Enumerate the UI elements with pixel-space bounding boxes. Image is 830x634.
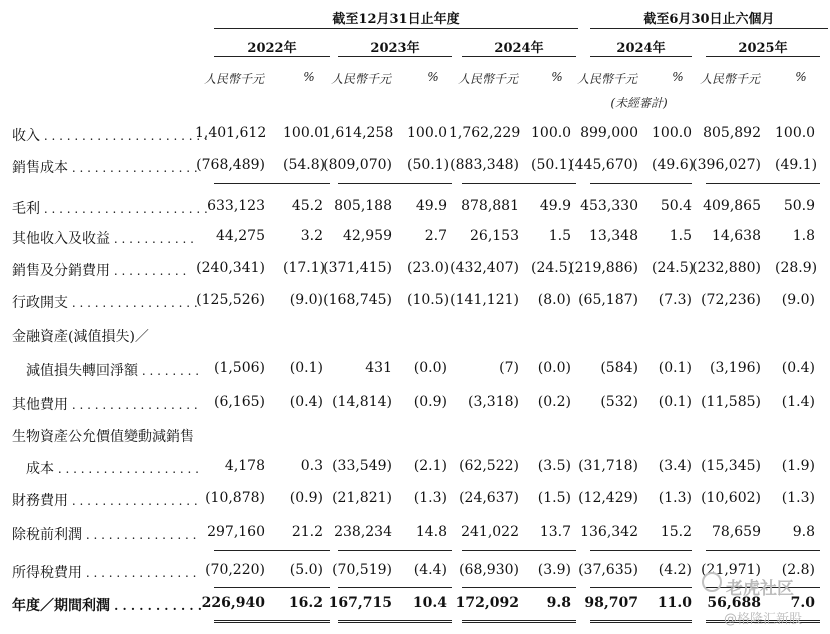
cell-percent: (2.8) <box>781 562 815 578</box>
group-underline-interim <box>590 28 828 29</box>
row-label <box>12 157 198 177</box>
cell-percent: (0.1) <box>658 360 692 376</box>
row-label <box>12 524 196 544</box>
row-label <box>12 490 198 510</box>
cell-percent: (1.5) <box>537 490 571 506</box>
cell-amount: (445,670) <box>569 157 638 173</box>
cell-amount: (24,637) <box>459 490 519 506</box>
cell-percent: 16.2 <box>288 595 323 611</box>
cell-amount: (6,165) <box>213 394 265 410</box>
cell-amount: (396,027) <box>692 157 761 173</box>
cell-amount: 26,153 <box>470 228 519 244</box>
cell-amount: (371,415) <box>323 260 392 276</box>
cell-percent: (0.2) <box>537 394 571 410</box>
cell-amount: (219,886) <box>569 260 638 276</box>
cell-amount: (883,348) <box>450 157 519 173</box>
cell-amount: (809,070) <box>323 157 392 173</box>
cell-percent: 49.9 <box>539 198 571 214</box>
cell-amount: 241,022 <box>461 524 519 540</box>
cell-amount: (584) <box>600 360 638 376</box>
unit-percent: % <box>672 70 684 84</box>
year-header: 2024年 <box>494 41 544 56</box>
subtotal-underline <box>462 587 576 588</box>
row-label <box>12 228 194 248</box>
cell-percent: 14.8 <box>415 524 447 540</box>
row-label-text: 財務費用 <box>12 493 68 509</box>
cell-percent: 100.0 <box>407 125 448 141</box>
cell-amount: (70,519) <box>332 562 392 578</box>
cell-percent: 0.3 <box>300 458 323 474</box>
cell-amount: (31,718) <box>578 458 638 474</box>
cell-percent: 100.0 <box>652 125 693 141</box>
row-label-text: 減值損失轉回淨額 <box>26 363 138 379</box>
cell-percent: (28.9) <box>775 260 818 276</box>
cell-amount: (1,506) <box>213 360 265 376</box>
row-label-text: 銷售及分銷費用 <box>12 263 110 279</box>
cell-percent: 13.7 <box>539 524 571 540</box>
cell-amount: 633,123 <box>207 198 265 214</box>
cell-percent: (0.4) <box>289 394 323 410</box>
dot-leader: . . . . . . . . <box>138 364 200 378</box>
cell-amount: (768,489) <box>196 157 265 173</box>
cell-percent: (9.0) <box>289 292 323 308</box>
cell-percent: (1.3) <box>658 490 692 506</box>
subtotal-underline <box>338 587 452 588</box>
dot-leader: . . . . . . . . . . . . . . . . . <box>68 161 198 175</box>
double-underline <box>462 620 576 623</box>
cell-percent: (0.1) <box>658 394 692 410</box>
cell-amount: 78,659 <box>712 524 761 540</box>
cell-percent: 100.0 <box>775 125 816 141</box>
double-underline <box>338 620 452 623</box>
row-label <box>12 562 196 582</box>
row-label <box>12 394 198 414</box>
cell-percent: (3.4) <box>658 458 692 474</box>
cell-amount: (240,341) <box>196 260 265 276</box>
cell-percent: 10.4 <box>412 595 447 611</box>
cell-percent: (3.9) <box>537 562 571 578</box>
cell-percent: 100.0 <box>531 125 572 141</box>
unit-rmb-thousand: 人民幣千元 <box>699 72 760 86</box>
cell-percent: (3.5) <box>537 458 571 474</box>
double-underline <box>590 620 692 623</box>
cell-percent: 9.8 <box>546 595 571 611</box>
cell-amount: 1,614,258 <box>322 125 394 141</box>
subtotal-underline <box>214 183 330 184</box>
unit-rmb-thousand: 人民幣千元 <box>330 72 391 86</box>
cell-percent: 11.0 <box>657 595 692 611</box>
subtotal-underline <box>590 587 692 588</box>
cell-amount: (10,602) <box>701 490 761 506</box>
cell-amount: 56,688 <box>707 595 761 611</box>
row-label-text: 金融資產(減值損失)／ <box>12 329 149 345</box>
unit-percent: % <box>427 70 439 84</box>
watermark-line1: 老虎社区 <box>726 579 794 599</box>
cell-percent: (0.9) <box>289 490 323 506</box>
cell-amount: 1,401,612 <box>195 125 267 141</box>
cell-amount: (62,522) <box>459 458 519 474</box>
subtotal-underline <box>462 183 576 184</box>
cell-percent: (10.5) <box>407 292 450 308</box>
cell-percent: 2.7 <box>424 228 447 244</box>
cell-percent: (2.1) <box>413 458 447 474</box>
cell-amount: (12,429) <box>578 490 638 506</box>
cell-percent: (49.6) <box>652 157 695 173</box>
cell-percent: (4.4) <box>413 562 447 578</box>
dot-leader: . . . . . . . . . . <box>110 264 187 278</box>
cell-amount: (70,220) <box>205 562 265 578</box>
dot-leader: . . . . . . . . . . . . . . . . . <box>68 494 198 508</box>
dot-leader: . . . . . . . . . . . <box>110 232 194 246</box>
subtotal-underline <box>338 550 452 551</box>
cell-amount: 297,160 <box>207 524 265 540</box>
cell-amount: 453,330 <box>580 198 638 214</box>
cell-percent: 15.2 <box>660 524 692 540</box>
cell-amount: (168,745) <box>323 292 392 308</box>
cell-percent: (24.5) <box>531 260 574 276</box>
row-label-text: 生物資產公允價值變動減銷售 <box>12 429 194 445</box>
cell-percent: 21.2 <box>291 524 323 540</box>
cell-amount: 136,342 <box>580 524 638 540</box>
year-underline <box>590 56 692 57</box>
row-label-text: 除稅前利潤 <box>12 527 82 543</box>
row-label-text: 其他收入及收益 <box>12 231 110 247</box>
cell-amount: 1,762,229 <box>449 125 521 141</box>
cell-percent: 1.8 <box>792 228 815 244</box>
dot-leader: . . . . . . . . . . . . . . . . . . . . . . <box>40 129 208 143</box>
subtotal-underline <box>214 587 330 588</box>
cell-percent: (1.3) <box>413 490 447 506</box>
row-label-text: 收入 <box>12 128 40 144</box>
cell-amount: 14,638 <box>712 228 761 244</box>
cell-percent: (1.9) <box>781 458 815 474</box>
cell-percent: (0.0) <box>413 360 447 376</box>
dot-leader: . . . . . . . . . . . . . . . <box>82 566 197 580</box>
cell-amount: (68,930) <box>459 562 519 578</box>
cell-amount: (65,187) <box>578 292 638 308</box>
cell-percent: (0.4) <box>781 360 815 376</box>
cell-amount: (21,821) <box>332 490 392 506</box>
cell-percent: 45.2 <box>291 198 323 214</box>
row-label-text: 所得稅費用 <box>12 565 82 581</box>
cell-amount: 42,959 <box>343 228 392 244</box>
year-underline <box>338 56 452 57</box>
cell-amount: (141,121) <box>450 292 519 308</box>
row-label <box>26 458 199 478</box>
row-label <box>12 125 208 145</box>
subtotal-underline <box>706 550 820 551</box>
unit-percent: % <box>795 70 807 84</box>
row-label-text: 銷售成本 <box>12 160 68 176</box>
cell-percent: (0.0) <box>537 360 571 376</box>
cell-amount: 805,188 <box>334 198 392 214</box>
cell-amount: (14,814) <box>332 394 392 410</box>
year-header: 2023年 <box>370 41 420 56</box>
cell-amount: 44,275 <box>216 228 265 244</box>
cell-amount: (72,236) <box>701 292 761 308</box>
cell-amount: (7) <box>499 360 519 376</box>
cell-percent: (50.1) <box>407 157 450 173</box>
dot-leader: . . . . . . . . . . . . . . . . . . . <box>54 462 199 476</box>
watermark-line2: @格隆汇新股 <box>724 612 803 627</box>
subtotal-underline <box>706 183 820 184</box>
year-header: 2025年 <box>738 41 788 56</box>
cell-percent: (17.1) <box>283 260 326 276</box>
year-underline <box>462 56 576 57</box>
cell-amount: (232,880) <box>692 260 761 276</box>
row-label <box>12 595 202 615</box>
cell-percent: 3.2 <box>300 228 323 244</box>
cell-amount: (11,585) <box>701 394 761 410</box>
cell-percent: (49.1) <box>775 157 818 173</box>
cell-amount: 226,940 <box>201 595 265 611</box>
cell-percent: (7.3) <box>658 292 692 308</box>
cell-amount: (532) <box>600 394 638 410</box>
subtotal-underline <box>214 550 330 551</box>
row-label <box>12 260 186 280</box>
cell-percent: 50.4 <box>660 198 692 214</box>
group-underline-annual <box>214 28 578 29</box>
cell-percent: (0.9) <box>413 394 447 410</box>
cell-percent: 9.8 <box>792 524 815 540</box>
cell-percent: (4.2) <box>658 562 692 578</box>
row-label <box>12 326 149 346</box>
dot-leader: . . . . . . . . . . . . . . . . . <box>68 296 198 310</box>
cell-amount: 172,092 <box>455 595 519 611</box>
dot-leader: . . . . . . . . . . . . . . . . . <box>68 398 198 412</box>
cell-percent: (1.3) <box>781 490 815 506</box>
cell-amount: 805,892 <box>703 125 761 141</box>
cell-amount: 431 <box>365 360 392 376</box>
double-underline <box>214 620 330 623</box>
cell-amount: (125,526) <box>196 292 265 308</box>
cell-amount: (15,345) <box>701 458 761 474</box>
year-header: 2022年 <box>247 41 297 56</box>
cell-amount: (33,549) <box>332 458 392 474</box>
cell-percent: 50.9 <box>783 198 815 214</box>
cell-percent: (9.0) <box>781 292 815 308</box>
group-header-annual: 截至12月31日止年度 <box>332 12 460 27</box>
cell-amount: 4,178 <box>224 458 265 474</box>
cell-percent: (50.1) <box>531 157 574 173</box>
unit-percent: % <box>303 70 315 84</box>
subtotal-underline <box>590 183 692 184</box>
cell-amount: 899,000 <box>580 125 638 141</box>
cell-amount: 878,881 <box>461 198 519 214</box>
cell-percent: 100.0 <box>283 125 324 141</box>
cell-amount: (3,318) <box>467 394 519 410</box>
dot-leader: . . . . . . . . . . . <box>110 599 202 613</box>
tiger-logo-icon <box>702 572 722 592</box>
cell-amount: 98,707 <box>584 595 638 611</box>
row-label-text: 行政開支 <box>12 295 68 311</box>
cell-percent: (0.1) <box>289 360 323 376</box>
cell-amount: (3,196) <box>709 360 761 376</box>
cell-amount: 409,865 <box>703 198 761 214</box>
cell-amount: (432,407) <box>450 260 519 276</box>
row-label-text: 成本 <box>26 461 54 477</box>
cell-percent: (23.0) <box>407 260 450 276</box>
cell-amount: 167,715 <box>328 595 392 611</box>
cell-percent: (54.8) <box>283 157 326 173</box>
cell-percent: (1.4) <box>781 394 815 410</box>
unit-rmb-thousand: 人民幣千元 <box>457 72 518 86</box>
cell-percent: 49.9 <box>415 198 447 214</box>
unit-percent: % <box>551 70 563 84</box>
year-header: 2024年 <box>616 41 666 56</box>
year-underline <box>706 56 820 57</box>
unaudited-note: (未經審計) <box>610 96 668 110</box>
row-label <box>26 360 199 380</box>
cell-percent: 1.5 <box>548 228 571 244</box>
cell-amount: (10,878) <box>205 490 265 506</box>
cell-amount: 13,348 <box>589 228 638 244</box>
cell-percent: (24.5) <box>652 260 695 276</box>
subtotal-underline <box>590 550 692 551</box>
row-label <box>12 426 194 446</box>
cell-percent: 7.0 <box>790 595 815 611</box>
subtotal-underline <box>462 550 576 551</box>
year-underline <box>214 56 330 57</box>
row-label-text: 毛利 <box>12 201 40 217</box>
row-label <box>12 198 208 218</box>
dot-leader: . . . . . . . . . . . . . . . <box>82 528 197 542</box>
row-label <box>12 292 198 312</box>
cell-percent: (8.0) <box>537 292 571 308</box>
cell-percent: 1.5 <box>669 228 692 244</box>
row-label-text: 其他費用 <box>12 397 68 413</box>
cell-amount: 238,234 <box>334 524 392 540</box>
cell-amount: (21,971) <box>701 562 761 578</box>
group-header-interim: 截至6月30日止六個月 <box>643 12 775 27</box>
unit-rmb-thousand: 人民幣千元 <box>203 72 264 86</box>
subtotal-underline <box>338 183 452 184</box>
cell-percent: (5.0) <box>289 562 323 578</box>
dot-leader: . . . . . . . . . . . . . . . . . . . . . . <box>40 202 208 216</box>
row-label-text: 年度／期間利潤 <box>12 598 110 614</box>
cell-amount: (37,635) <box>578 562 638 578</box>
unit-rmb-thousand: 人民幣千元 <box>576 72 637 86</box>
